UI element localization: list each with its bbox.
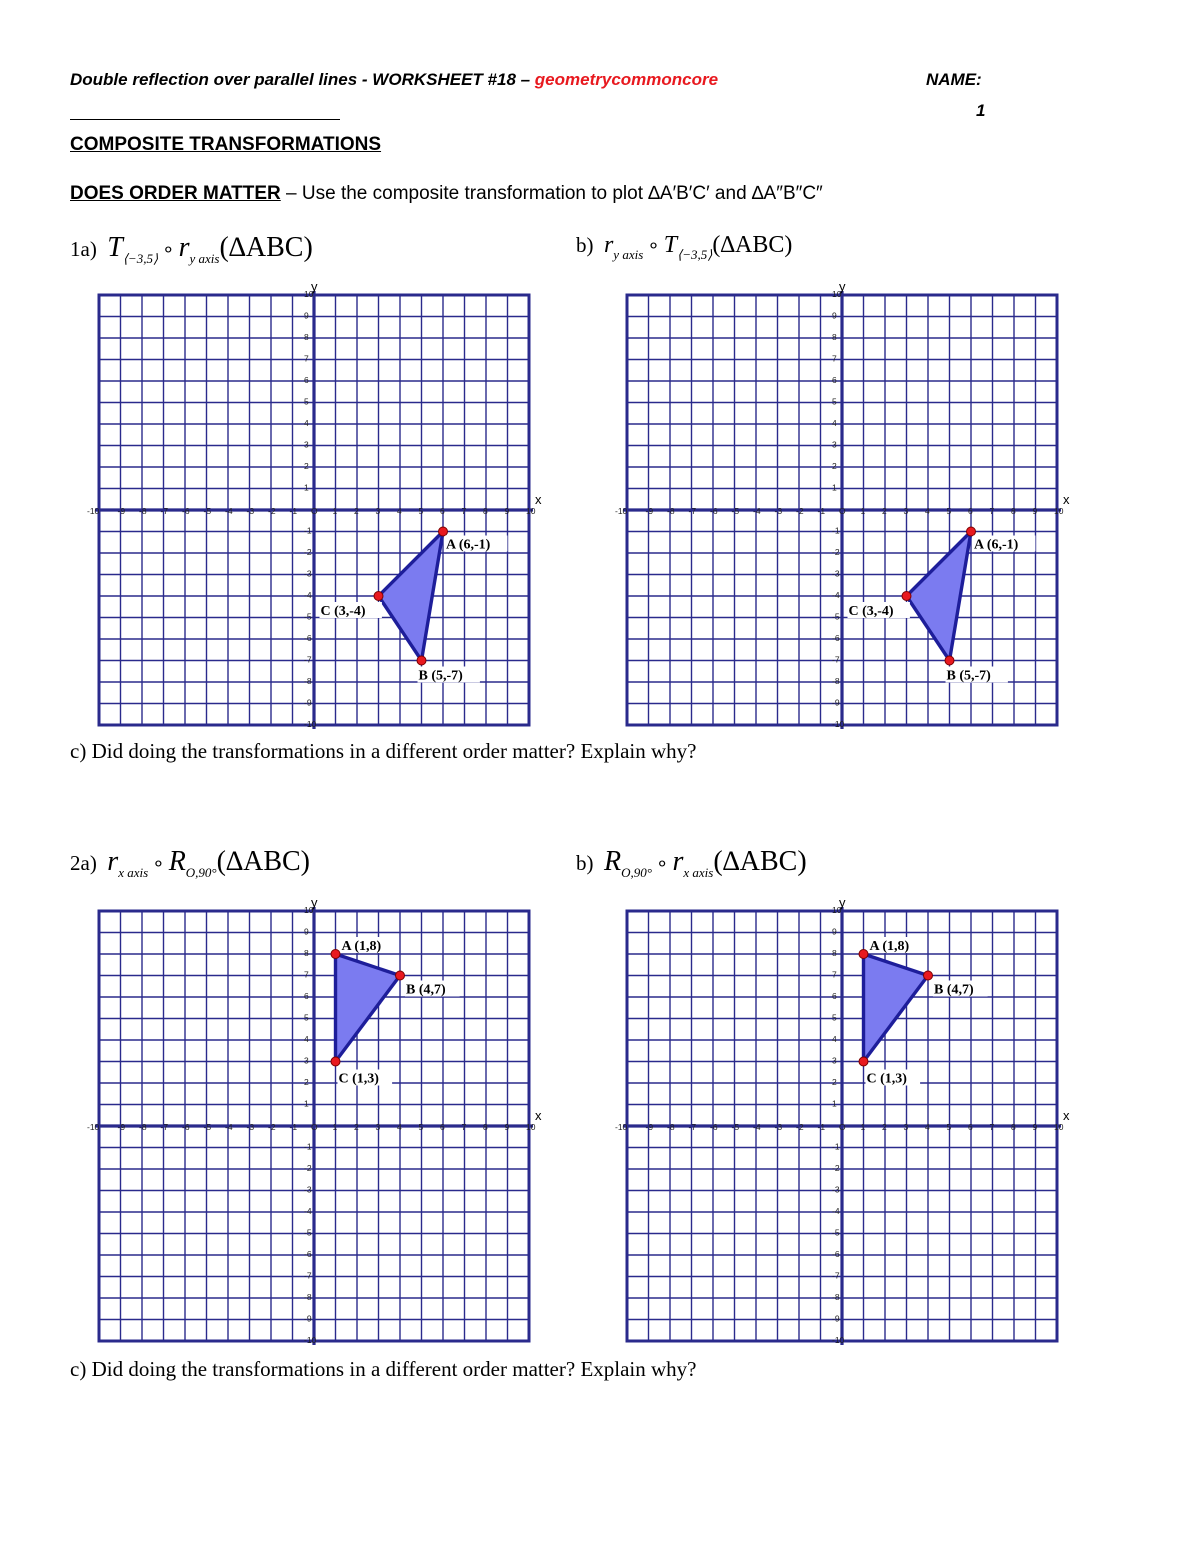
brand-name: geometrycommoncore <box>534 70 719 89</box>
x-tick-label: 4 <box>925 1122 930 1132</box>
point-label-a: A (1,8) <box>869 939 910 954</box>
x-tick-label: 4 <box>925 506 930 516</box>
problem-1b-heading <box>576 232 792 263</box>
y-tick-label: 4 <box>304 418 309 428</box>
x-tick-label: 1 <box>332 506 338 516</box>
compose-icon: ∘ <box>162 239 175 261</box>
y-tick-label: -6 <box>304 1249 312 1259</box>
y-tick-label: -4 <box>304 1206 312 1216</box>
y-tick-label: 8 <box>304 948 309 958</box>
problem-1b-label: b) <box>576 233 594 257</box>
point-a <box>859 950 868 959</box>
y-tick-label: -5 <box>304 1227 312 1238</box>
x-tick-label: -8 <box>139 1122 147 1132</box>
x-tick-label: 9 <box>504 1122 510 1132</box>
x-tick-label: -9 <box>645 506 654 516</box>
y-tick-label: 1 <box>832 1098 837 1109</box>
y-tick-label: -6 <box>832 633 840 643</box>
y-tick-label: 6 <box>304 991 309 1001</box>
y-tick-label: -1 <box>304 1141 312 1152</box>
expr-2a-arg: (∆ABC) <box>216 846 310 877</box>
x-tick-label: -10 <box>87 1122 100 1132</box>
x-tick-label: 2 <box>882 506 887 516</box>
problem-1a-heading <box>70 232 313 267</box>
y-tick-label: 3 <box>832 439 837 450</box>
name-blank-line <box>70 119 340 120</box>
point-c <box>374 592 383 601</box>
y-tick-label: -8 <box>304 1292 312 1302</box>
question-1c: c) Did doing the transformations in a different order matter? Explain why? <box>70 739 697 763</box>
x-tick-label: -6 <box>710 1122 718 1132</box>
y-tick-label: -2 <box>832 547 840 557</box>
expr-2b-g: r <box>672 846 684 877</box>
y-tick-label: 8 <box>304 332 309 342</box>
x-tick-label: -10 <box>615 506 628 516</box>
point-label-c: C (3,-4) <box>848 604 894 619</box>
x-tick-label: -5 <box>203 1122 212 1132</box>
y-tick-label: 6 <box>304 375 309 385</box>
x-tick-label: 3 <box>903 1122 909 1132</box>
x-tick-label: -2 <box>796 1122 804 1132</box>
instruction <box>70 183 823 205</box>
y-tick-label: -1 <box>832 1141 840 1152</box>
point-a <box>331 950 340 959</box>
point-label-b: B (5,-7) <box>418 668 463 684</box>
y-tick-label: -10 <box>304 719 317 729</box>
y-tick-label: -6 <box>832 1249 840 1259</box>
y-tick-label: -8 <box>304 676 312 686</box>
x-tick-label: 4 <box>397 506 402 516</box>
x-tick-label: 2 <box>354 506 359 516</box>
x-tick-label: 1 <box>332 1122 338 1132</box>
x-tick-label: 10 <box>1054 506 1064 516</box>
y-tick-label: -4 <box>832 1206 840 1216</box>
y-tick-label: 7 <box>304 969 309 980</box>
x-tick-label: 7 <box>461 1122 467 1132</box>
grid-1a <box>85 281 545 741</box>
x-tick-label: -7 <box>160 1122 169 1132</box>
x-tick-label: 6 <box>968 1122 973 1132</box>
expr-2a-g: R <box>168 846 186 877</box>
problem-1a-label: 1a) <box>70 237 97 261</box>
y-tick-label: -2 <box>304 1163 312 1173</box>
y-tick-label: -8 <box>832 676 840 686</box>
y-tick-label: 1 <box>304 482 309 493</box>
y-tick-label: -9 <box>832 1313 840 1324</box>
x-tick-label: 2 <box>354 1122 359 1132</box>
x-tick-label: -4 <box>753 1122 761 1132</box>
x-tick-label: -9 <box>117 1122 126 1132</box>
y-tick-label: -2 <box>832 1163 840 1173</box>
expr-2b-f: R <box>603 846 622 877</box>
y-tick-label: 1 <box>304 1098 309 1109</box>
x-tick-label: -1 <box>289 506 298 516</box>
problem-2a-heading <box>70 846 310 881</box>
x-tick-label: 1 <box>860 1122 866 1132</box>
x-tick-label: 1 <box>860 506 866 516</box>
y-tick-label: -10 <box>304 1335 317 1345</box>
x-axis-label: x <box>1063 492 1070 507</box>
x-tick-label: 8 <box>1011 506 1016 516</box>
x-tick-label: 7 <box>989 1122 995 1132</box>
x-tick-label: 8 <box>483 506 488 516</box>
y-tick-label: -10 <box>832 1335 845 1345</box>
point-label-c: C (1,3) <box>338 1071 379 1087</box>
y-tick-label: 10 <box>832 905 842 915</box>
x-tick-label: -6 <box>182 506 190 516</box>
y-tick-label: 4 <box>832 418 837 428</box>
y-tick-label: -7 <box>832 1270 840 1281</box>
expr-2b-g-sub: x axis <box>683 865 714 880</box>
x-tick-label: 10 <box>526 506 536 516</box>
y-axis-label: y <box>311 279 318 294</box>
y-tick-label: 2 <box>832 461 837 471</box>
x-tick-label: -3 <box>774 506 783 516</box>
grid-1b <box>613 281 1073 741</box>
y-axis-label: y <box>839 895 846 910</box>
point-label-a: A (1,8) <box>341 939 382 954</box>
x-tick-label: -8 <box>667 1122 675 1132</box>
y-tick-label: -3 <box>832 1184 840 1195</box>
problem-2b-heading <box>576 846 807 881</box>
point-b <box>417 656 426 665</box>
x-tick-label: O <box>839 1122 846 1132</box>
x-tick-label: 4 <box>397 1122 402 1132</box>
x-tick-label: -4 <box>753 506 761 516</box>
x-tick-label: -1 <box>817 506 826 516</box>
problem-2a-label: 2a) <box>70 851 97 875</box>
point-b <box>945 656 954 665</box>
y-tick-label: 9 <box>304 310 309 321</box>
question-2c: c) Did doing the transformations in a different order matter? Explain why? <box>70 1357 697 1381</box>
compose-icon: ∘ <box>655 853 669 875</box>
x-tick-label: -2 <box>796 506 804 516</box>
expr-1a-g-sub: y axis <box>189 251 220 266</box>
expr-1b-f-sub: y axis <box>613 247 644 262</box>
y-tick-label: 3 <box>832 1055 837 1066</box>
x-tick-label: O <box>311 506 318 516</box>
point-label-b: B (4,7) <box>934 982 974 998</box>
x-tick-label: -6 <box>710 506 718 516</box>
y-tick-label: -4 <box>304 590 312 600</box>
y-tick-label: -3 <box>304 1184 312 1195</box>
x-tick-label: -3 <box>774 1122 783 1132</box>
point-label-c: C (3,-4) <box>320 604 366 619</box>
y-tick-label: 4 <box>832 1034 837 1044</box>
point-label-b: B (5,-7) <box>946 668 991 684</box>
y-tick-label: -7 <box>304 654 312 665</box>
x-tick-label: -3 <box>246 1122 255 1132</box>
y-tick-label: 8 <box>832 332 837 342</box>
y-tick-label: 8 <box>832 948 837 958</box>
y-tick-label: -9 <box>304 1313 312 1324</box>
x-tick-label: -5 <box>731 506 740 516</box>
x-tick-label: -5 <box>731 1122 740 1132</box>
y-tick-label: 7 <box>304 353 309 364</box>
expr-2a-g-sub: O,90° <box>185 865 217 880</box>
x-tick-label: -5 <box>203 506 212 516</box>
point-label-a: A (6,-1) <box>446 537 491 553</box>
y-tick-label: 6 <box>832 991 837 1001</box>
y-tick-label: -2 <box>304 547 312 557</box>
point-label-a: A (6,-1) <box>974 537 1019 553</box>
header-title: Double reflection over parallel lines - WORKSHEET #18 – <box>70 70 535 89</box>
x-tick-label: 10 <box>526 1122 536 1132</box>
grid-2a <box>85 897 545 1357</box>
x-tick-label: -9 <box>645 1122 654 1132</box>
x-axis-label: x <box>535 492 542 507</box>
x-axis-label: x <box>535 1108 542 1123</box>
x-tick-label: -6 <box>182 1122 190 1132</box>
y-tick-label: -10 <box>832 719 845 729</box>
x-tick-label: 6 <box>440 1122 445 1132</box>
x-tick-label: 9 <box>1032 506 1038 516</box>
point-b <box>396 971 405 980</box>
y-tick-label: 5 <box>304 396 309 407</box>
y-tick-label: -7 <box>832 654 840 665</box>
y-tick-label: 9 <box>304 926 309 937</box>
expr-1b-g-sub: ⟨−3,5⟩ <box>677 247 713 262</box>
y-tick-label: 10 <box>832 289 842 299</box>
x-tick-label: -9 <box>117 506 126 516</box>
expr-1a-g: r <box>178 232 190 263</box>
x-tick-label: 6 <box>440 506 445 516</box>
x-tick-label: -2 <box>268 1122 276 1132</box>
expr-1a-arg: (∆ABC) <box>219 232 313 263</box>
x-tick-label: -8 <box>139 506 147 516</box>
point-b <box>924 971 933 980</box>
y-tick-label: -1 <box>832 525 840 536</box>
point-c <box>859 1057 868 1066</box>
x-tick-label: -7 <box>688 506 697 516</box>
y-tick-label: -3 <box>832 568 840 579</box>
y-tick-label: -4 <box>832 590 840 600</box>
y-tick-label: 5 <box>832 1012 837 1023</box>
x-tick-label: 9 <box>1032 1122 1038 1132</box>
y-tick-label: -9 <box>304 697 312 708</box>
y-tick-label: -5 <box>832 611 840 622</box>
x-tick-label: -8 <box>667 506 675 516</box>
expr-1a-f-sub: ⟨−3,5⟩ <box>122 251 159 266</box>
x-tick-label: 3 <box>375 1122 381 1132</box>
y-tick-label: 2 <box>832 1077 837 1087</box>
x-tick-label: -10 <box>87 506 100 516</box>
x-tick-label: 8 <box>483 1122 488 1132</box>
y-tick-label: 9 <box>832 926 837 937</box>
x-tick-label: 3 <box>375 506 381 516</box>
x-tick-label: 5 <box>418 1122 424 1132</box>
problem-2b-label: b) <box>576 851 594 875</box>
name-label: NAME: <box>926 70 982 89</box>
y-tick-label: -5 <box>832 1227 840 1238</box>
x-tick-label: O <box>311 1122 318 1132</box>
x-tick-label: 5 <box>946 1122 952 1132</box>
y-tick-label: 2 <box>304 461 309 471</box>
point-c <box>331 1057 340 1066</box>
point-label-b: B (4,7) <box>406 982 446 998</box>
expr-1b-arg: (∆ABC) <box>712 232 793 258</box>
expr-2b-f-sub: O,90° <box>621 865 652 880</box>
y-tick-label: -9 <box>832 697 840 708</box>
y-axis-label: y <box>839 279 846 294</box>
expr-1b-f: r <box>603 232 614 258</box>
y-tick-label: -7 <box>304 1270 312 1281</box>
y-tick-label: -5 <box>304 611 312 622</box>
expr-2a-f: r <box>107 846 119 877</box>
y-tick-label: 7 <box>832 969 837 980</box>
instruction-text: – Use the composite transformation to plot ∆A′B′C′ and ∆A″B″C″ <box>280 183 823 204</box>
x-tick-label: -7 <box>160 506 169 516</box>
expr-1a-f: T <box>107 232 123 263</box>
y-tick-label: 7 <box>832 353 837 364</box>
x-tick-label: 6 <box>968 506 973 516</box>
x-tick-label: 7 <box>461 506 467 516</box>
x-tick-label: 8 <box>1011 1122 1016 1132</box>
x-tick-label: O <box>839 506 846 516</box>
x-tick-label: 7 <box>989 506 995 516</box>
y-tick-label: 5 <box>832 396 837 407</box>
x-tick-label: -1 <box>289 1122 298 1132</box>
y-tick-label: 3 <box>304 1055 309 1066</box>
compose-icon: ∘ <box>152 853 165 875</box>
x-tick-label: -1 <box>817 1122 826 1132</box>
x-tick-label: 10 <box>1054 1122 1064 1132</box>
y-tick-label: 1 <box>832 482 837 493</box>
x-tick-label: 2 <box>882 1122 887 1132</box>
x-tick-label: 3 <box>903 506 909 516</box>
page-number: 1 <box>976 101 986 120</box>
y-tick-label: 6 <box>832 375 837 385</box>
expr-2b-arg: (∆ABC) <box>713 846 807 877</box>
x-axis-label: x <box>1063 1108 1070 1123</box>
y-tick-label: -1 <box>304 525 312 536</box>
y-tick-label: 2 <box>304 1077 309 1087</box>
y-tick-label: 9 <box>832 310 837 321</box>
y-tick-label: 10 <box>304 289 314 299</box>
grid-2b <box>613 897 1073 1357</box>
expr-2a-f-sub: x axis <box>118 865 149 880</box>
point-a <box>967 527 976 536</box>
compose-icon: ∘ <box>647 235 660 257</box>
x-tick-label: -10 <box>615 1122 628 1132</box>
y-tick-label: -3 <box>304 568 312 579</box>
y-axis-label: y <box>311 895 318 910</box>
x-tick-label: -2 <box>268 506 276 516</box>
point-c <box>902 592 911 601</box>
point-label-c: C (1,3) <box>866 1071 907 1087</box>
y-tick-label: -8 <box>832 1292 840 1302</box>
instruction-lead: DOES ORDER MATTER <box>70 183 281 204</box>
x-tick-label: -3 <box>246 506 255 516</box>
y-tick-label: -6 <box>304 633 312 643</box>
x-tick-label: -4 <box>225 506 233 516</box>
y-tick-label: 4 <box>304 1034 309 1044</box>
point-a <box>439 527 448 536</box>
x-tick-label: 5 <box>946 506 952 516</box>
x-tick-label: -4 <box>225 1122 233 1132</box>
worksheet-header <box>70 70 718 90</box>
y-tick-label: 10 <box>304 905 314 915</box>
x-tick-label: 9 <box>504 506 510 516</box>
x-tick-label: 5 <box>418 506 424 516</box>
y-tick-label: 5 <box>304 1012 309 1023</box>
y-tick-label: 3 <box>304 439 309 450</box>
expr-1b-g: T <box>663 232 678 258</box>
x-tick-label: -7 <box>688 1122 697 1132</box>
section-title: COMPOSITE TRANSFORMATIONS <box>70 134 382 155</box>
